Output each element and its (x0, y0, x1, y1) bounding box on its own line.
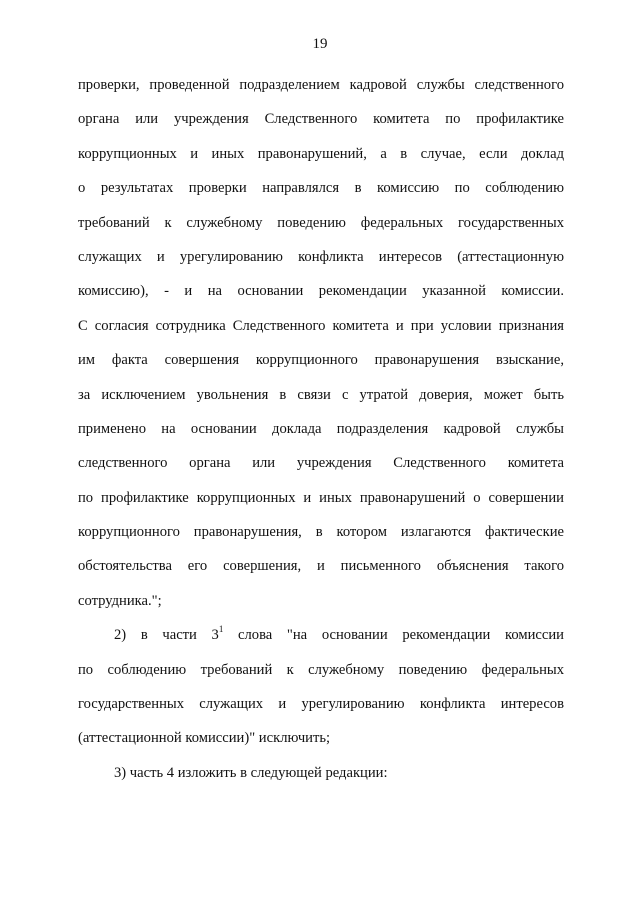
paragraph-item-2 (78, 618, 564, 756)
text-line: по профилактике коррупционных и иных правонарушений о совершении (78, 489, 564, 506)
paragraph-continued (78, 68, 564, 618)
text-line: применено на основании доклада подразделения кадровой службы (78, 420, 564, 437)
text-line: С согласия сотрудника Следственного комитета и при условии признания (78, 317, 564, 334)
text-line: коррупционных и иных правонарушений, а в случае, если доклад (78, 145, 564, 162)
text-line: комиссию), - и на основании рекомендации указанной комиссии. (78, 283, 564, 300)
text-line: служащих и урегулированию конфликта интересов (аттестационную (78, 248, 564, 265)
text-line: им факта совершения коррупционного правонарушения взыскание, (78, 352, 564, 369)
text-line: обстоятельства его совершения, и письменного объяснения такого (78, 558, 564, 575)
text-line (78, 618, 564, 652)
text-line: (аттестационной комиссии)" исключить; (78, 730, 331, 747)
text-line: по соблюдению требований к служебному поведению федеральных (78, 661, 564, 678)
text-line: 3) часть 4 изложить в следующей редакции: (114, 764, 388, 781)
text-line: проверки, проведенной подразделением кадровой службы следственного (78, 77, 564, 93)
item-2-lead: 2) в части 3 (114, 627, 219, 644)
page-number: 19 (312, 36, 328, 52)
text-line: государственных служащих и урегулированию конфликта интересов (78, 696, 564, 713)
text-line: требований к служебному поведению федеральных государственных (78, 214, 564, 231)
text-line: о результатах проверки направлялся в комиссию по соблюдению (78, 180, 564, 197)
text-line: за исключением увольнения в связи с утратой доверия, может быть (78, 386, 564, 403)
text-line: коррупционного правонарушения, в котором излагаются фактические (78, 524, 564, 541)
text-line: следственного органа или учреждения Следственного комитета (78, 455, 564, 472)
paragraph-item-3 (78, 756, 564, 790)
document-body (78, 68, 564, 790)
item-2-rest: слова "на основании рекомендации комиссии (223, 627, 564, 644)
superscript: 1 (218, 624, 224, 635)
text-line: сотрудника."; (78, 592, 162, 609)
text-line: органа или учреждения Следственного комитета по профилактике (78, 111, 564, 128)
